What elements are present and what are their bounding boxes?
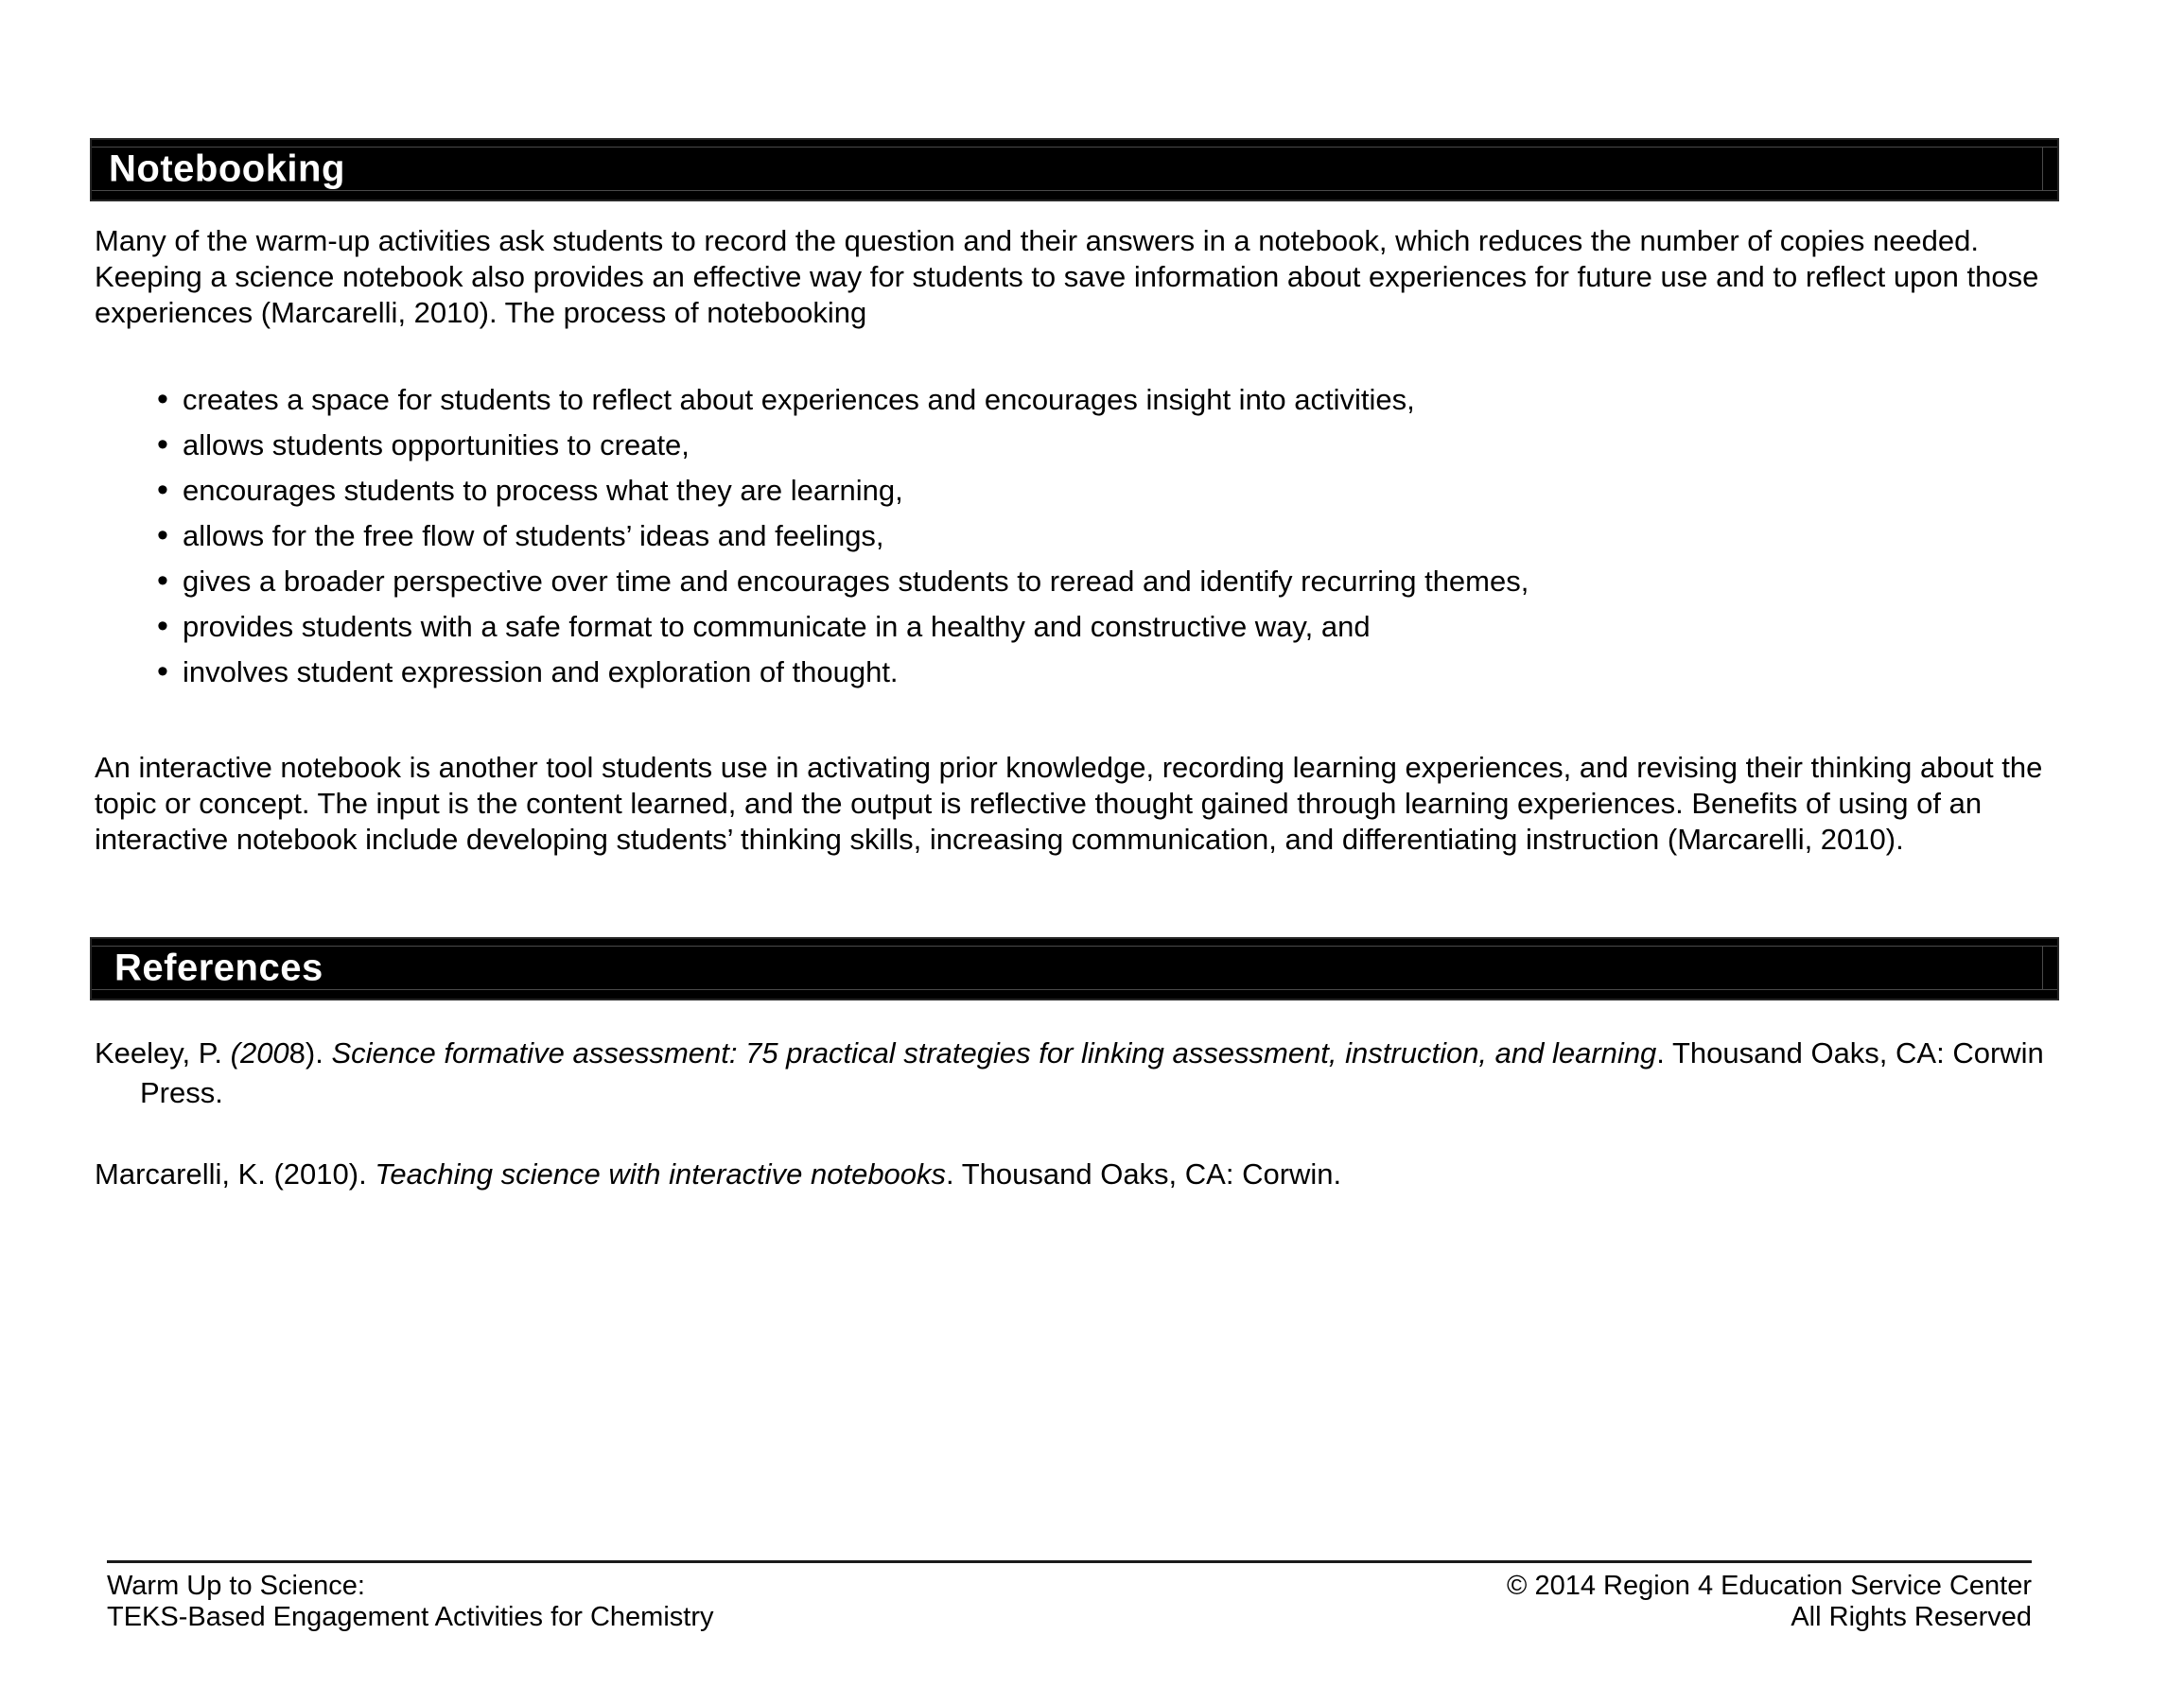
footer-copyright: © 2014 Region 4 Education Service Center bbox=[1507, 1571, 2032, 1601]
notebooking-intro-paragraph: Many of the warm-up activities ask students to record the question and their answers in a notebook, which reduces the number of copies needed. Keeping a science notebook also provides an effective way for students to save information about experiences for future use and to reflect upon those experiences (Marcarelli, 2010). The process of notebooking bbox=[95, 224, 2039, 329]
list-item: • allows students opportunities to create, bbox=[95, 427, 1986, 463]
reference-italic-segment: Teaching science with interactive notebooks bbox=[375, 1157, 947, 1191]
list-item: • creates a space for students to reflect about experiences and encourages insight into activities, bbox=[95, 382, 1986, 418]
footer-book-subtitle: TEKS-Based Engagement Activities for Chemistry bbox=[107, 1602, 714, 1632]
footer-right-block bbox=[1507, 1571, 2032, 1633]
section-heading-references: References bbox=[114, 947, 323, 989]
section-heading-bar-references bbox=[90, 937, 2059, 1000]
section-heading-notebooking: Notebooking bbox=[109, 148, 345, 190]
footer-rights-reserved: All Rights Reserved bbox=[1791, 1602, 2032, 1632]
page-footer bbox=[107, 1571, 2032, 1633]
reference-text-segment: Marcarelli, K. (2010). bbox=[95, 1157, 376, 1191]
reference-entry bbox=[95, 1034, 2053, 1113]
section-heading-bar-notebooking bbox=[90, 138, 2059, 201]
list-item: • encourages students to process what they are learning, bbox=[95, 473, 1986, 509]
reference-text-segment: . Thousand Oaks, CA: Corwin Press. bbox=[140, 1036, 2044, 1109]
reference-text-segment: 8). bbox=[288, 1036, 332, 1070]
reference-entry bbox=[95, 1155, 2053, 1194]
list-item: • provides students with a safe format to communicate in a healthy and constructive way, and bbox=[95, 609, 1986, 645]
reference-italic-segment: (200 bbox=[230, 1036, 289, 1070]
list-item: • allows for the free flow of students’ ideas and feelings, bbox=[95, 518, 1986, 554]
reference-italic-segment: Science formative assessment: 75 practical strategies for linking assessment, instruction, and learning bbox=[331, 1036, 1657, 1070]
footer-book-title: Warm Up to Science: bbox=[107, 1571, 365, 1601]
reference-list bbox=[95, 1034, 2053, 1236]
list-item: • involves student expression and exploration of thought. bbox=[95, 654, 1986, 690]
list-item: • gives a broader perspective over time and encourages students to reread and identify recurring themes, bbox=[95, 564, 1986, 600]
reference-text-segment: Keeley, P. bbox=[95, 1036, 231, 1070]
notebooking-second-paragraph: An interactive notebook is another tool students use in activating prior knowledge, recording learning experiences, and revising their thinking about the topic or concept. The input is the content learned, and the output is reflective thought gained through learning experiences. Benefits of using of an interactive notebook include developing students’ thinking skills, increasing communication, and differentiating instruction (Marcarelli, 2010). bbox=[95, 751, 2043, 856]
notebooking-bullet-list bbox=[95, 382, 1986, 700]
footer-divider-rule bbox=[107, 1560, 2032, 1563]
footer-left-block bbox=[107, 1571, 713, 1633]
reference-text-segment: . Thousand Oaks, CA: Corwin. bbox=[946, 1157, 1342, 1191]
